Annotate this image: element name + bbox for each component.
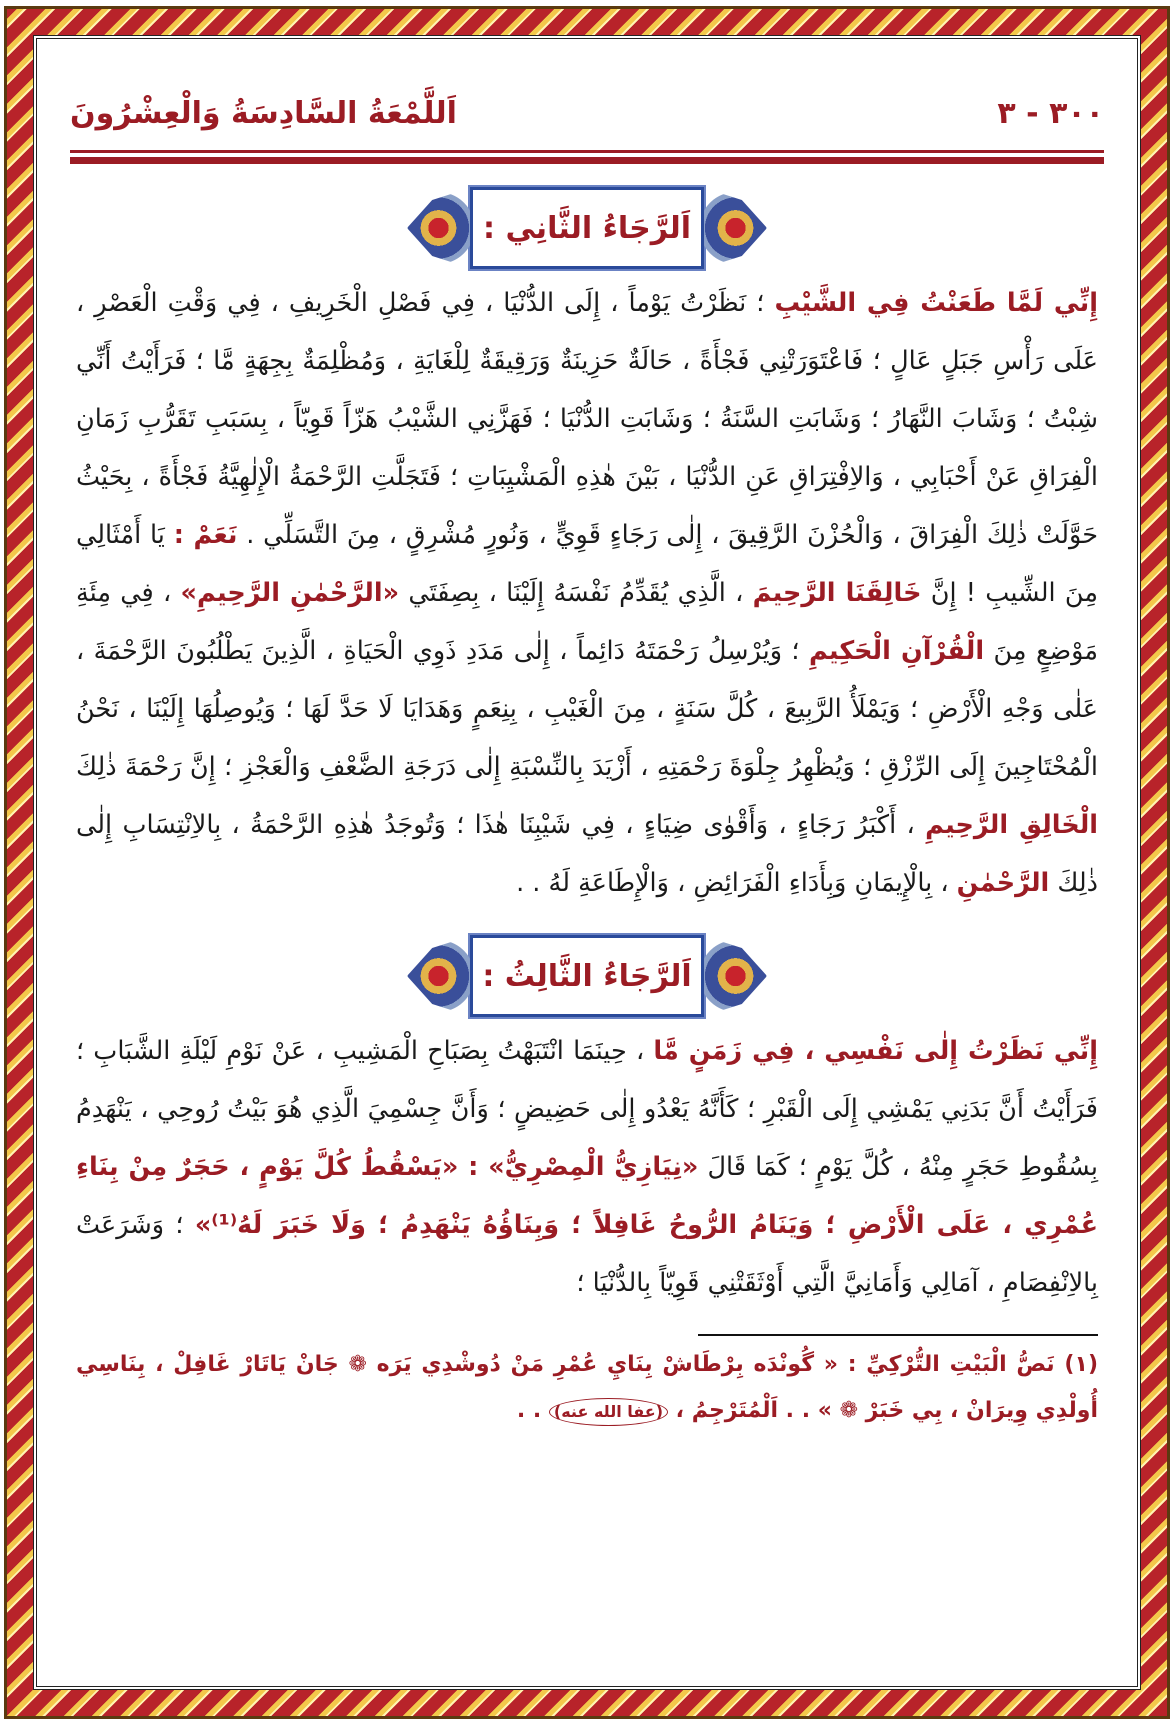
- body-text: ؛ نَظَرْتُ يَوْماً ، إِلَى الدُّنْيَا ، فِي فَصْلِ الْخَرِيفِ ، فِي وَقْتِ الْعَصْرِ ، عَلَى رَأْسِ جَبَلٍ عَالٍ ؛ فَاعْتَوَرَتْنِي فَجْأَةً ، حَالَةٌ حَزِينَةٌ وَرَقِيقَةٌ لِلْغَايَةِ ، وَمُظْلِمَةٌ بِجِهَةٍ مَّا ؛ فَرَأَيْتُ أَنِّي شِبْتُ ؛ وَشَابَ النَّهَارُ ؛ وَشَابَتِ السَّنَةُ ؛ وَشَابَتِ الدُّنْيَا ؛ فَهَزَّنِي الشَّيْبُ هَزّاً قَوِيّاً ، بِسَبَبِ تَقَرُّبِ زَمَانِ الْفِرَاقِ عَنْ أَحْبَابِي ، وَالاِفْتِرَاقِ عَنِ الدُّنْيَا ، بَيْنَ هٰذِهِ الْمَشْيِبَاتِ ؛ فَتَجَلَّتِ الرَّحْمَةُ الْإِلٰهِيَّةُ فَجْأَةً ، بِحَيْثُ حَوَّلَتْ ذٰلِكَ الْفِرَاقَ ، وَالْحُزْنَ الرَّقِيقَ ، إِلٰى رَجَاءٍ قَوِيٍّ ، وَنُورٍ مُشْرِقٍ ، مِنَ التَّسَلِّي .: [76, 288, 1098, 550]
- body-text: ، فِي مِئَةِ مَوْضِعٍ مِنَ: [76, 578, 1098, 666]
- body-text: ، حِينَمَا انْتَبَهْتُ بِصَبَاحِ الْمَشِيبِ ، عَنْ نَوْمِ لَيْلَةِ الشَّبَابِ ؛ فَرَأَيْتُ أَنَّ بَدَنِي يَمْشِي إِلَى الْقَبْرِ ؛ كَأَنَّهُ يَعْدُو إِلٰى حَضِيضٍ ؛ وَأَنَّ جِسْمِيَ الَّذِي هُوَ بَيْتُ رُوحِي ، يَنْهَدِمُ بِسُقُوطِ حَجَرٍ مِنْهُ ، كُلَّ يَوْمٍ ؛ كَمَا قَالَ: [76, 1036, 1098, 1182]
- paragraph-third-hope: [76, 1022, 1098, 1312]
- footnote-end: . .: [516, 1398, 549, 1423]
- emphasis-text: «الرَّحْمٰنِ الرَّحِيمِ»: [180, 578, 400, 608]
- emphasis-text: الرَّحْمٰنِ: [956, 868, 1050, 898]
- footnote: [76, 1342, 1098, 1434]
- quoted-verse: «نِيَازِيُّ الْمِصْرِيُّ» : «يَسْقُطُ كُلَّ يَوْمٍ ، حَجَرٌ مِنْ بِنَاءِ عُمْرِي ، عَلَى الْأَرْضِ ؛ وَيَنَامُ الرُّوحُ غَافِلاً ؛ وَبِنَاؤُهُ يَنْهَدِمُ ؛ وَلَا خَبَرَ لَهُ⁽¹⁾»: [76, 1152, 1098, 1240]
- body-text: ، الَّذِي يُقَدِّمُ نَفْسَهُ إِلَيْنَا ، بِصِفَتَي: [399, 578, 753, 608]
- emphasis-text: الْقُرْآنِ الْحَكِيمِ: [808, 636, 985, 666]
- footnote-separator: [698, 1334, 1098, 1336]
- body-text: ، بِالْإِيمَانِ وَبِأَدَاءِ الْفَرَائِضِ ، وَالْإِطَاعَةِ لَهُ . .: [516, 868, 957, 898]
- ornament-icon: [704, 936, 767, 1016]
- ornament-icon: [704, 188, 767, 268]
- ornament-icon: [407, 936, 470, 1016]
- section-heading: اَلرَّجَاءُ الثَّانِي :: [470, 187, 704, 269]
- page-header: [70, 88, 1104, 138]
- ornament-icon: [407, 188, 470, 268]
- emphasis-text: إِنِّي لَمَّا طَعَنْتُ فِي الشَّيْبِ: [774, 288, 1098, 318]
- honorific-seal: (عفا الله عنه): [549, 1398, 668, 1426]
- body-text: ، أَكْبَرُ رَجَاءٍ ، وَأَقْوٰى ضِيَاءٍ ، فِي شَيْبِنَا هٰذَا ؛ وَتُوجَدُ هٰذِهِ الرَّحْمَةُ ، بِالاِنْتِسَابِ إِلٰى ذٰلِكَ: [76, 810, 1098, 898]
- emphasis-text: نَعَمْ :: [173, 520, 238, 550]
- section-heading-cartouche: [407, 186, 767, 270]
- paragraph-second-hope: [76, 274, 1098, 912]
- body-text: ؛ وَيُرْسِلُ رَحْمَتَهُ دَائِماً ، إِلٰى مَدَدِ ذَوِي الْحَيَاةِ ، الَّذِينَ يَطْلُبُونَ الرَّحْمَةَ ، عَلٰى وَجْهِ الْأَرْضِ ؛ وَيَمْلَأُ الرَّبِيعَ ، كُلَّ سَنَةٍ ، مِنَ الْغَيْبِ ، بِنِعَمٍ وَهَدَايَا لَا حَدَّ لَهَا ؛ وَيُوصِلُهَا إِلَيْنَا ، نَحْنُ الْمُحْتَاجِينَ إِلَى الرِّزْقِ ؛ وَيُظْهِرُ جِلْوَةَ رَحْمَتِهِ ، أَزْيَدَ بِالنِّسْبَةِ إِلٰى دَرَجَةِ الضَّعْفِ وَالْعَجْزِ ؛ إِنَّ رَحْمَةَ ذٰلِكَ: [76, 636, 1098, 782]
- page-number: ٣٠٠ - ٣: [997, 95, 1104, 131]
- section-heading-cartouche: [407, 934, 767, 1018]
- header-rule: [70, 150, 1104, 153]
- footnote-text: (١) نَصُّ الْبَيْتِ التُّرْكِيِّ : « گُونْدَه بِرْطَاشْ بِنَايِ عُمْرِ مَنْ دُوشْدِي يَرَه ❁ جَانْ يَاتَارْ غَافِلْ ، بِنَاسِي أُولْدِي وِيرَانْ ، بِي خَبَرْ ❁ » . . اَلْمُتَرْجِمُ ،: [76, 1352, 1098, 1423]
- body-text: يَا أَمْثَالِي مِنَ الشِّيبِ ! إِنَّ: [76, 520, 1098, 608]
- chapter-title: اَللَّمْعَةُ السَّادِسَةُ وَالْعِشْرُونَ: [70, 95, 457, 131]
- emphasis-text: إِنِّي نَظَرْتُ إِلٰى نَفْسِي ، فِي زَمَنٍ مَّا: [653, 1036, 1098, 1066]
- section-heading: اَلرَّجَاءُ الثَّالِثُ :: [470, 935, 704, 1017]
- body-text: ؛ وَشَرَعَتْ بِالاِنْفِصَامِ ، آمَالِي وَأَمَانِيَّ الَّتِي أَوْثَقَتْنِي قَوِيّاً بِالدُّنْيَا ؛: [76, 1210, 1098, 1298]
- emphasis-text: الْخَالِقِ الرَّحِيمِ: [925, 810, 1099, 840]
- emphasis-text: خَالِقَنَا الرَّحِيمَ: [752, 578, 922, 608]
- header-rule-thick: [70, 157, 1104, 164]
